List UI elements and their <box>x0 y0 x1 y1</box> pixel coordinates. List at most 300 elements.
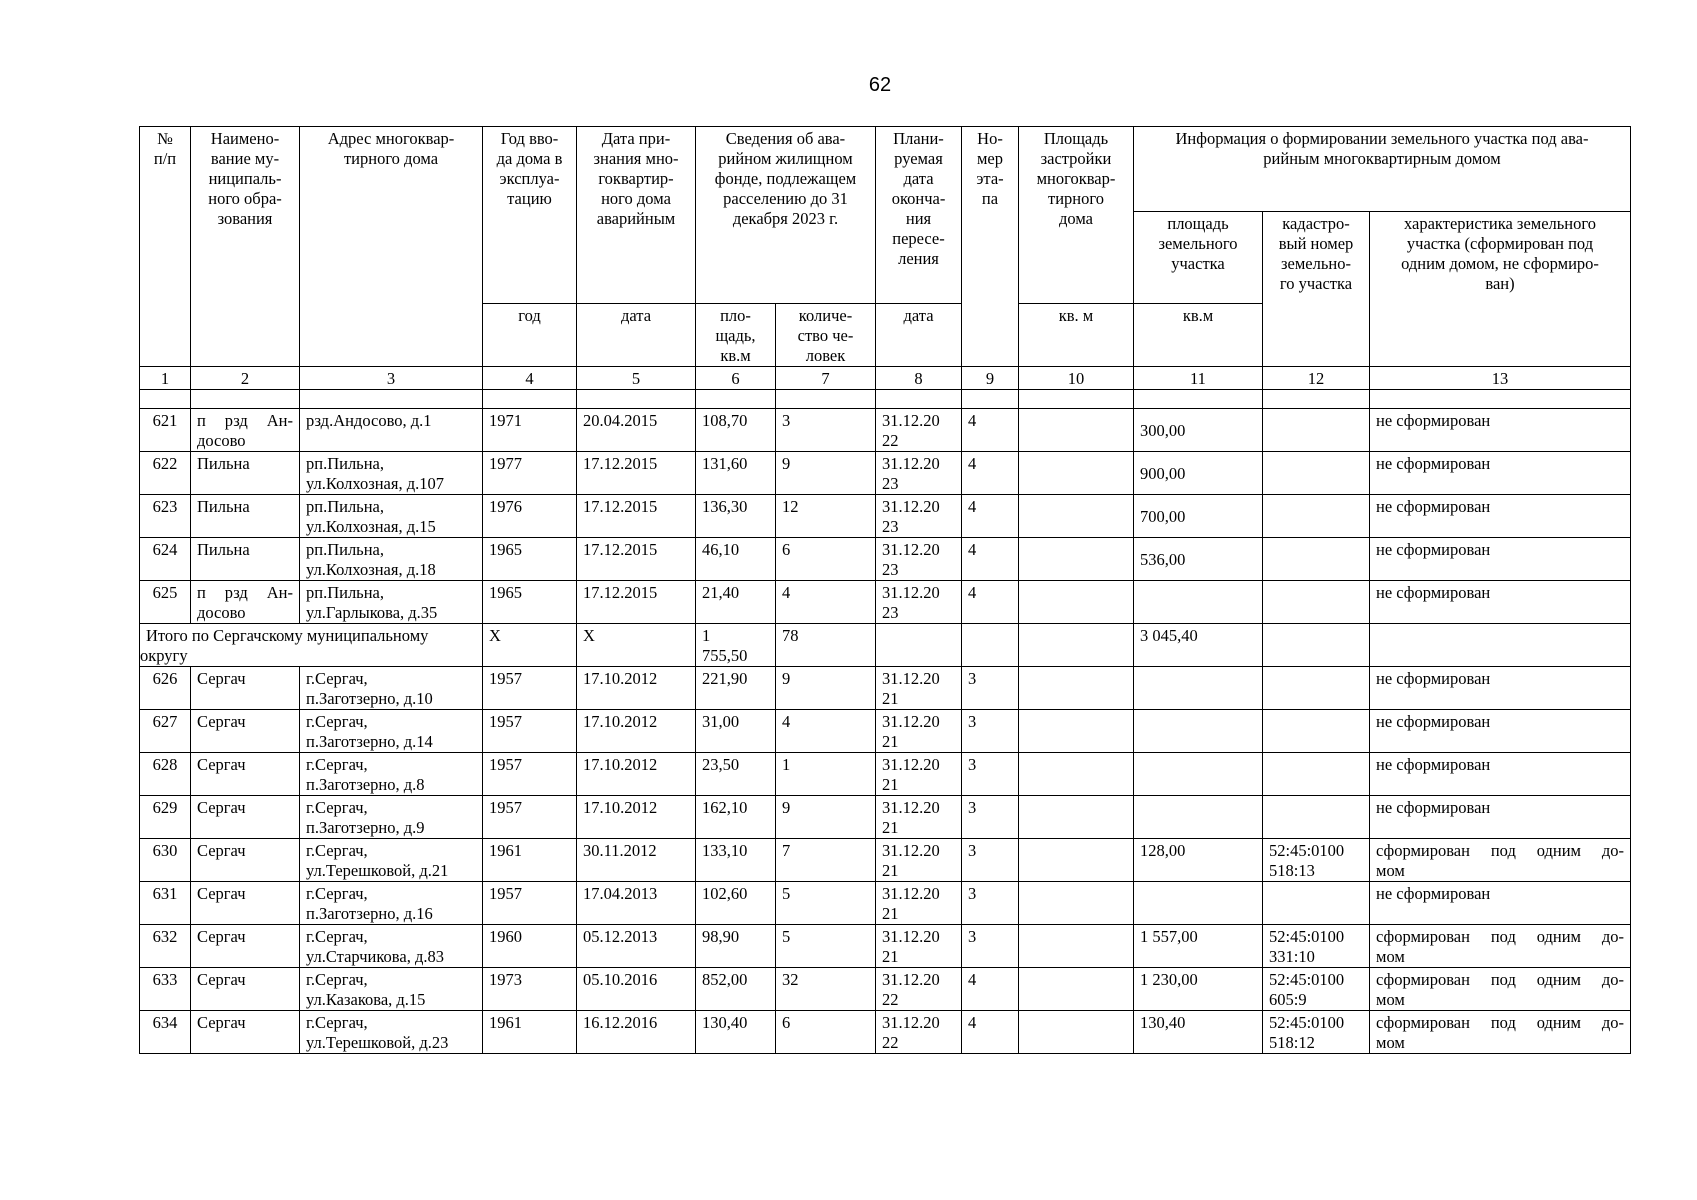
planned-date-cell <box>876 1011 962 1054</box>
header-address <box>300 127 483 367</box>
address-cell <box>300 839 483 882</box>
page-number: 62 <box>868 74 892 96</box>
total-characteristic-cell <box>1370 624 1631 667</box>
resident-area-cell: 102,60 <box>696 882 776 925</box>
municipality-cell <box>191 710 300 753</box>
people-count-cell: 12 <box>776 495 876 538</box>
address-cell <box>300 452 483 495</box>
municipality-cell <box>191 581 300 624</box>
text-line: количе- <box>798 306 853 325</box>
header-emergency-fund-info <box>696 127 876 304</box>
municipality-cell <box>191 968 300 1011</box>
land-area-cell <box>1134 710 1263 753</box>
building-area-cell <box>1019 710 1134 753</box>
row-number-cell: 625 <box>140 581 191 624</box>
text-line: го участка <box>1279 274 1353 293</box>
text-line: 22 <box>882 990 899 1009</box>
stage-cell: 4 <box>962 495 1019 538</box>
municipality-cell <box>191 925 300 968</box>
column-number: 12 <box>1263 367 1370 390</box>
land-characteristic-cell <box>1370 925 1631 968</box>
text-line: 23 <box>882 474 899 493</box>
text-line: 21 <box>882 861 899 880</box>
resident-area-cell: 131,60 <box>696 452 776 495</box>
text-line: фонде, подлежащем <box>714 169 857 188</box>
text-line: тирного <box>1048 189 1104 208</box>
land-characteristic-cell <box>1370 452 1631 495</box>
address-cell <box>300 968 483 1011</box>
year-built-cell: 1976 <box>483 495 577 538</box>
spacer-row <box>140 390 1631 409</box>
planned-date-cell <box>876 409 962 452</box>
text-line: не сформирован <box>1376 884 1491 903</box>
table-row <box>140 925 1631 968</box>
cadastral-number-cell <box>1263 710 1370 753</box>
text-line: п.Заготзерно, д.9 <box>306 818 425 837</box>
text-line: г.Сергач, <box>306 712 368 731</box>
resident-area-cell: 162,10 <box>696 796 776 839</box>
resident-area-cell: 130,40 <box>696 1011 776 1054</box>
column-number: 10 <box>1019 367 1134 390</box>
land-area-cell <box>1134 581 1263 624</box>
stage-cell: 3 <box>962 925 1019 968</box>
header-year-built <box>483 127 577 304</box>
row-number-cell: 624 <box>140 538 191 581</box>
land-area-cell: 700,00 <box>1134 495 1263 538</box>
text-line: г.Сергач, <box>306 841 368 860</box>
text-line: Сведения об ава- <box>725 129 846 148</box>
text-line: 31.12.20 <box>882 970 940 989</box>
table-row <box>140 538 1631 581</box>
planned-date-cell <box>876 452 962 495</box>
total-area-cell <box>696 624 776 667</box>
text-line: г.Сергач, <box>306 798 368 817</box>
text-line: ул.Гарлыкова, д.35 <box>306 603 438 622</box>
row-number-cell: 634 <box>140 1011 191 1054</box>
text-line: мом <box>1376 861 1405 880</box>
land-area-cell <box>1134 667 1263 710</box>
text-line: Дата при- <box>601 129 671 148</box>
total-cadastral-cell <box>1263 624 1370 667</box>
year-built-cell: 1973 <box>483 968 577 1011</box>
building-area-cell <box>1019 495 1134 538</box>
text-line: 21 <box>882 818 899 837</box>
building-area-cell <box>1019 796 1134 839</box>
building-area-cell <box>1019 409 1134 452</box>
stage-cell: 4 <box>962 538 1019 581</box>
municipality-cell <box>191 538 300 581</box>
building-area-cell <box>1019 968 1134 1011</box>
resident-area-cell: 852,00 <box>696 968 776 1011</box>
text-line: округу <box>140 646 188 665</box>
cadastral-number-cell <box>1263 968 1370 1011</box>
text-line: ул.Колхозная, д.15 <box>306 517 436 536</box>
land-characteristic-cell <box>1370 1011 1631 1054</box>
row-number-cell: 623 <box>140 495 191 538</box>
text-line: не сформирован <box>1376 497 1491 516</box>
text-line: Сергач <box>197 927 246 946</box>
text-line: п.Заготзерно, д.14 <box>306 732 433 751</box>
text-line: Адрес многоквар- <box>327 129 455 148</box>
text-line: не сформирован <box>1376 798 1491 817</box>
header-emergency-date <box>577 127 696 304</box>
year-built-cell: 1960 <box>483 925 577 968</box>
text-line: зования <box>217 209 273 228</box>
text-line: ления <box>898 249 939 268</box>
text-line: вый номер <box>1278 234 1354 253</box>
text-line: дома <box>1059 209 1093 228</box>
text-line: Сергач <box>197 712 246 731</box>
text-line: рзд.Андосово, д.1 <box>306 411 432 430</box>
unit-building-area: кв. м <box>1019 304 1134 367</box>
text-line: Сергач <box>197 669 246 688</box>
cadastral-number-cell <box>1263 409 1370 452</box>
planned-date-cell <box>876 667 962 710</box>
text-line: г.Сергач, <box>306 1013 368 1032</box>
emergency-date-cell: 16.12.2016 <box>577 1011 696 1054</box>
resident-area-cell: 221,90 <box>696 667 776 710</box>
planned-date-cell <box>876 925 962 968</box>
planned-date-cell <box>876 796 962 839</box>
text-line: дата <box>903 169 934 188</box>
text-line: щадь, <box>715 326 756 345</box>
text-line: Сергач <box>197 798 246 817</box>
cadastral-number-cell <box>1263 796 1370 839</box>
text-line: досово <box>197 603 246 622</box>
people-count-cell: 9 <box>776 452 876 495</box>
text-line: Но- <box>977 129 1003 148</box>
land-characteristic-cell <box>1370 882 1631 925</box>
text-line: мом <box>1376 1033 1405 1052</box>
address-cell <box>300 925 483 968</box>
emergency-date-cell: 05.10.2016 <box>577 968 696 1011</box>
row-number-cell: 628 <box>140 753 191 796</box>
total-planned-cell <box>876 624 962 667</box>
column-number: 7 <box>776 367 876 390</box>
land-area-cell <box>1134 796 1263 839</box>
cadastral-number-cell <box>1263 667 1370 710</box>
text-line: расселению до 31 <box>723 189 848 208</box>
text-line: пло- <box>720 306 751 325</box>
building-area-cell <box>1019 667 1134 710</box>
text-line: 31.12.20 <box>882 411 940 430</box>
text-line: 518:13 <box>1269 861 1315 880</box>
building-area-cell <box>1019 452 1134 495</box>
text-line: участка (сформирован под <box>1406 234 1594 253</box>
text-line: Наимено- <box>210 129 280 148</box>
stage-cell: 4 <box>962 581 1019 624</box>
text-line: Итого по Сергачскому муниципальному <box>146 626 429 645</box>
stage-cell: 3 <box>962 796 1019 839</box>
address-cell <box>300 882 483 925</box>
column-number: 11 <box>1134 367 1263 390</box>
header-land-area <box>1134 212 1263 304</box>
text-line: ство че- <box>797 326 854 345</box>
text-line: участка <box>1171 254 1225 273</box>
planned-date-cell <box>876 495 962 538</box>
text-line: 755,50 <box>702 646 748 665</box>
people-count-cell: 9 <box>776 796 876 839</box>
header-municipality <box>191 127 300 367</box>
year-built-cell: 1961 <box>483 1011 577 1054</box>
text-line: г.Сергач, <box>306 970 368 989</box>
text-line: Плани- <box>893 129 944 148</box>
text-line: ван) <box>1485 274 1515 293</box>
emergency-date-cell: 17.12.2015 <box>577 581 696 624</box>
people-count-cell: 3 <box>776 409 876 452</box>
total-year-cell: X <box>483 624 577 667</box>
text-line: характеристика земельного <box>1404 214 1596 233</box>
stage-cell: 4 <box>962 409 1019 452</box>
land-area-cell: 130,40 <box>1134 1011 1263 1054</box>
text-line: Сергач <box>197 1013 246 1032</box>
emergency-date-cell: 17.12.2015 <box>577 452 696 495</box>
address-cell <box>300 581 483 624</box>
resident-area-cell: 21,40 <box>696 581 776 624</box>
cadastral-number-cell <box>1263 925 1370 968</box>
text-line: не сформирован <box>1376 454 1491 473</box>
text-line: 22 <box>882 1033 899 1052</box>
emergency-date-cell: 17.10.2012 <box>577 753 696 796</box>
land-area-cell: 300,00 <box>1134 409 1263 452</box>
cadastral-number-cell <box>1263 581 1370 624</box>
text-line: оконча- <box>891 189 946 208</box>
header-row-number <box>140 127 191 367</box>
text-line: застройки <box>1040 149 1112 168</box>
text-line: 21 <box>882 689 899 708</box>
people-count-cell: 5 <box>776 925 876 968</box>
address-cell <box>300 409 483 452</box>
unit-land-area: кв.м <box>1134 304 1263 367</box>
planned-date-cell <box>876 710 962 753</box>
land-characteristic-cell <box>1370 839 1631 882</box>
table-row <box>140 796 1631 839</box>
column-numbers-row <box>140 367 1631 390</box>
land-area-cell: 128,00 <box>1134 839 1263 882</box>
text-line: п рзд Ан- <box>197 583 293 602</box>
text-line: кв.м <box>720 346 751 365</box>
land-area-cell <box>1134 753 1263 796</box>
text-line: 23 <box>882 560 899 579</box>
municipality-cell <box>191 1011 300 1054</box>
column-number: 6 <box>696 367 776 390</box>
text-line: руемая <box>894 149 943 168</box>
text-line: 21 <box>882 732 899 751</box>
municipality-cell <box>191 452 300 495</box>
text-line: Год вво- <box>500 129 559 148</box>
emergency-date-cell: 17.10.2012 <box>577 667 696 710</box>
text-line: земельно- <box>1281 254 1351 273</box>
people-count-cell: 9 <box>776 667 876 710</box>
text-line: рийном жилищном <box>718 149 853 168</box>
stage-cell: 4 <box>962 1011 1019 1054</box>
text-line: да дома в <box>496 149 563 168</box>
building-area-cell <box>1019 1011 1134 1054</box>
header-land-characteristic <box>1370 212 1631 367</box>
land-area-cell: 900,00 <box>1134 452 1263 495</box>
header-land-plot-info <box>1134 127 1631 212</box>
text-line: па <box>981 189 999 208</box>
column-number: 9 <box>962 367 1019 390</box>
planned-date-cell <box>876 538 962 581</box>
stage-cell: 4 <box>962 452 1019 495</box>
text-line: 605:9 <box>1269 990 1307 1009</box>
row-number-cell: 629 <box>140 796 191 839</box>
text-line: сформирован под одним до- <box>1376 927 1624 946</box>
building-area-cell <box>1019 925 1134 968</box>
table-row <box>140 753 1631 796</box>
text-line: сформирован под одним до- <box>1376 841 1624 860</box>
year-built-cell: 1965 <box>483 538 577 581</box>
address-cell <box>300 495 483 538</box>
text-line: 31.12.20 <box>882 540 940 559</box>
year-built-cell: 1961 <box>483 839 577 882</box>
text-line: 21 <box>882 775 899 794</box>
text-line: ного обра- <box>208 189 282 208</box>
text-line: п рзд Ан- <box>197 411 293 430</box>
resident-area-cell: 136,30 <box>696 495 776 538</box>
year-built-cell: 1971 <box>483 409 577 452</box>
text-line: 31.12.20 <box>882 712 940 731</box>
text-line: г.Сергач, <box>306 755 368 774</box>
text-line: 31.12.20 <box>882 798 940 817</box>
table-row <box>140 667 1631 710</box>
row-number-cell: 632 <box>140 925 191 968</box>
column-number: 4 <box>483 367 577 390</box>
planned-date-cell <box>876 753 962 796</box>
people-count-cell: 4 <box>776 581 876 624</box>
row-number-cell: 626 <box>140 667 191 710</box>
header-planned-date <box>876 127 962 304</box>
land-characteristic-cell <box>1370 495 1631 538</box>
text-line: 31.12.20 <box>882 669 940 688</box>
building-area-cell <box>1019 839 1134 882</box>
total-stage-cell <box>962 624 1019 667</box>
municipality-cell <box>191 409 300 452</box>
emergency-date-cell: 30.11.2012 <box>577 839 696 882</box>
text-line: досово <box>197 431 246 450</box>
year-built-cell: 1965 <box>483 581 577 624</box>
land-characteristic-cell <box>1370 968 1631 1011</box>
cadastral-number-cell <box>1263 882 1370 925</box>
municipality-cell <box>191 796 300 839</box>
emergency-date-cell: 17.04.2013 <box>577 882 696 925</box>
unit-area <box>696 304 776 367</box>
total-people-cell: 78 <box>776 624 876 667</box>
text-line: тирного дома <box>343 149 439 168</box>
text-line: декабря 2023 г. <box>732 209 839 228</box>
people-count-cell: 5 <box>776 882 876 925</box>
land-characteristic-cell <box>1370 710 1631 753</box>
people-count-cell: 32 <box>776 968 876 1011</box>
land-characteristic-cell <box>1370 667 1631 710</box>
text-line: не сформирован <box>1376 411 1491 430</box>
text-line: ул.Старчикова, д.83 <box>306 947 444 966</box>
cadastral-number-cell <box>1263 753 1370 796</box>
table-row <box>140 581 1631 624</box>
text-line: 31.12.20 <box>882 927 940 946</box>
land-characteristic-cell <box>1370 796 1631 839</box>
people-count-cell: 6 <box>776 538 876 581</box>
text-line: эта- <box>976 169 1004 188</box>
row-number-cell: 627 <box>140 710 191 753</box>
text-line: сформирован под одним до- <box>1376 1013 1624 1032</box>
stage-cell: 3 <box>962 839 1019 882</box>
address-cell <box>300 1011 483 1054</box>
planned-date-cell <box>876 581 962 624</box>
address-cell <box>300 796 483 839</box>
resident-area-cell: 98,90 <box>696 925 776 968</box>
row-number-cell: 622 <box>140 452 191 495</box>
text-line: рп.Пильна, <box>306 583 384 602</box>
text-line: ул.Колхозная, д.18 <box>306 560 436 579</box>
row-number-cell: 633 <box>140 968 191 1011</box>
text-line: 21 <box>882 947 899 966</box>
table-row <box>140 839 1631 882</box>
land-characteristic-cell <box>1370 753 1631 796</box>
text-line: ловек <box>805 346 846 365</box>
land-area-cell: 536,00 <box>1134 538 1263 581</box>
total-land-cell: 3 045,40 <box>1134 624 1263 667</box>
land-area-cell: 1 230,00 <box>1134 968 1263 1011</box>
text-line: г.Сергач, <box>306 927 368 946</box>
unit-date: дата <box>577 304 696 367</box>
text-line: Сергач <box>197 970 246 989</box>
municipality-cell <box>191 839 300 882</box>
address-cell <box>300 667 483 710</box>
emergency-housing-table <box>139 126 1631 1054</box>
text-line: 31.12.20 <box>882 755 940 774</box>
text-line: тацию <box>507 189 552 208</box>
text-line: мер <box>976 149 1003 168</box>
text-line: не сформирован <box>1376 583 1491 602</box>
text-line: Площадь <box>1043 129 1109 148</box>
text-line: ниципаль- <box>208 169 282 188</box>
text-line: рп.Пильна, <box>306 454 384 473</box>
year-built-cell: 1957 <box>483 753 577 796</box>
people-count-cell: 4 <box>776 710 876 753</box>
resident-area-cell: 31,00 <box>696 710 776 753</box>
text-line: п.Заготзерно, д.16 <box>306 904 433 923</box>
text-line: знания мно- <box>593 149 679 168</box>
text-line: сформирован под одним до- <box>1376 970 1624 989</box>
municipality-cell <box>191 667 300 710</box>
text-line: 31.12.20 <box>882 841 940 860</box>
text-line: кадастро- <box>1282 214 1350 233</box>
resident-area-cell: 108,70 <box>696 409 776 452</box>
text-line: гоквартир- <box>598 169 674 188</box>
text-line: рп.Пильна, <box>306 540 384 559</box>
text-line: ул.Терешковой, д.21 <box>306 861 449 880</box>
text-line: 31.12.20 <box>882 1013 940 1032</box>
text-line: 23 <box>882 603 899 622</box>
people-count-cell: 6 <box>776 1011 876 1054</box>
row-number-cell: 631 <box>140 882 191 925</box>
address-cell <box>300 710 483 753</box>
cadastral-number-cell <box>1263 495 1370 538</box>
year-built-cell: 1957 <box>483 796 577 839</box>
header-cadastral-number <box>1263 212 1370 367</box>
land-area-cell <box>1134 882 1263 925</box>
planned-date-cell <box>876 968 962 1011</box>
year-built-cell: 1957 <box>483 667 577 710</box>
stage-cell: 3 <box>962 882 1019 925</box>
stage-cell: 3 <box>962 753 1019 796</box>
stage-cell: 3 <box>962 667 1019 710</box>
emergency-date-cell: 17.12.2015 <box>577 538 696 581</box>
text-line: Сергач <box>197 884 246 903</box>
cadastral-number-cell <box>1263 452 1370 495</box>
